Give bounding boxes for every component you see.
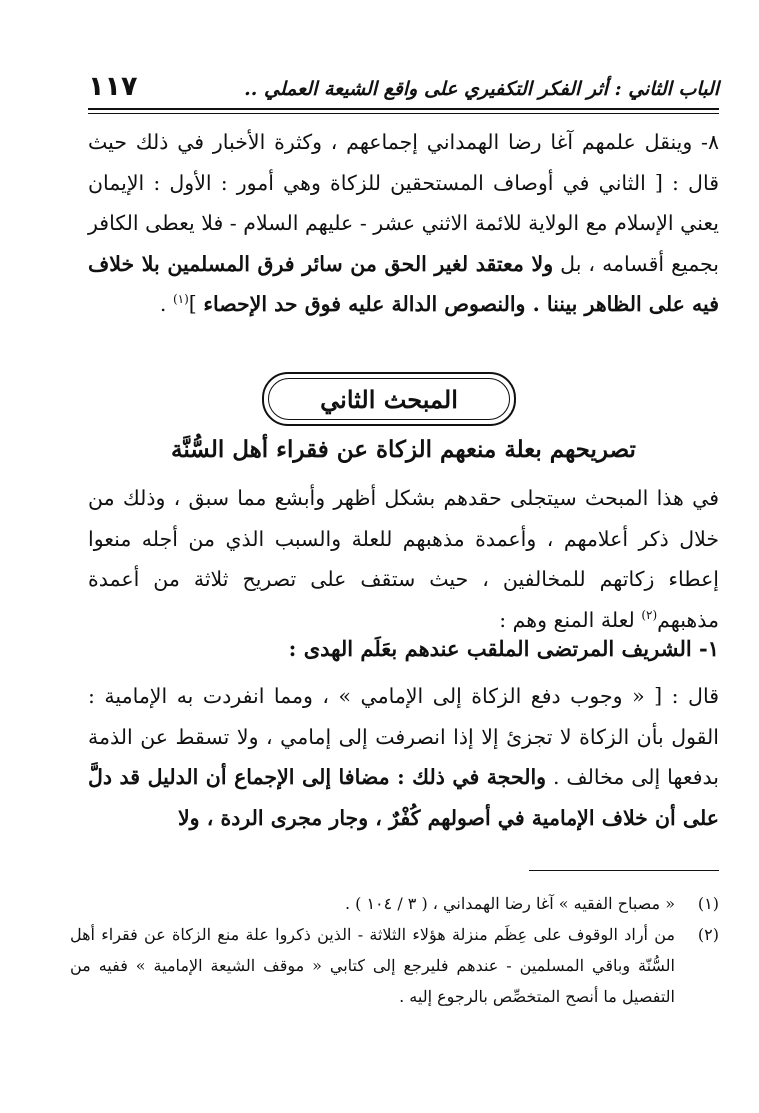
running-title: الباب الثاني : أثر الفكر التكفيري على واقع الشيعة العملي .. <box>244 78 719 100</box>
paragraph-hamdani-quote <box>88 122 719 325</box>
footnotes <box>70 888 719 1012</box>
footnote-1 <box>70 888 719 919</box>
paragraph-intro-tail: لعلة المنع وهم : <box>499 607 642 632</box>
footnote-text: « مصباح الفقيه » آغا رضا الهمداني ، ( ٣ / ١٠٤ ) . <box>344 894 675 913</box>
paragraph-murtada-quote <box>88 676 719 838</box>
footnote-text: من أراد الوقوف على عِظَم منزلة هؤلاء الثلاثة - الذين ذكروا علة منع الزكاة عن فقراء أهل السُّنّة وباقي المسلمين - عندهم فليرجع إلى كتابي « موقف الشيعة الإمامية » ففيه من التفصيل ما أنصح المتخصِّص بالرجوع إليه . <box>70 925 675 1006</box>
item-heading-murtada: ١- الشريف المرتضى الملقب عندهم بعَلَم الهدى : <box>288 636 719 661</box>
paragraph-murtada-lead: قال : [ « وجوب دفع الزكاة إلى الإمامي » ، ومما انفردت به الإمامية : القول بأن الزكاة لا تجزئ إلا إذا انصرفت إلى إمامي ، ولا تسقط عن الذمة بدفعها إلى مخالف . <box>88 684 719 789</box>
page-header <box>88 58 719 106</box>
section-title-box <box>262 372 516 426</box>
header-rule <box>88 108 719 114</box>
footnote-number: (٢) <box>697 925 719 944</box>
footnote-ref-2[interactable]: (٢) <box>641 607 658 622</box>
page-number: ١١٧ <box>88 71 138 102</box>
paragraph-bold: ولا معتقد لغير الحق من سائر فرق المسلمين بلا خلاف فيه على الظاهر بيننا . والنصوص الدالة عليه فوق حد الإحصاء <box>88 251 719 316</box>
paragraph-lead: ٨- وينقل علمهم آغا رضا الهمداني إجماعهم ، وكثرة الأخبار في ذلك حيث قال : [ الثاني في أوصاف المستحقين للزكاة وهي أمور : الأول : الإيمان يعني الإسلام مع الولاية للائمة الاثني عشر - عليهم السلام - فلا يعطى الكافر بجميع أقسامه ، بل <box>88 130 719 276</box>
footnote-separator <box>529 870 719 871</box>
footnote-ref-1[interactable]: (١) <box>172 292 189 307</box>
paragraph-tail: . <box>159 292 173 316</box>
section-subtitle: تصريحهم بعلة منعهم الزكاة عن فقراء أهل السُّنَّة <box>171 436 636 463</box>
paragraph-murtada-bold: والحجة في ذلك : مضافا إلى الإجماع أن الدليل قد دلَّ على أن خلاف الإمامية في أصولهم كُفْرٌ ، وجار مجرى الردة ، ولا <box>88 765 719 830</box>
paragraph-intro <box>88 478 719 640</box>
footnote-number: (١) <box>697 894 719 913</box>
footnote-2 <box>70 919 719 1012</box>
closing-bracket: ] <box>188 292 204 316</box>
section-title: المبحث الثاني <box>320 384 458 414</box>
paragraph-intro-text: في هذا المبحث سيتجلى حقدهم بشكل أظهر وأبشع مما سبق ، وذلك من خلال ذكر أعلامهم ، وأعمدة مذهبهم للعلة والسبب الذي من أجله منعوا إعطاء زكاتهم للمخالفين ، حيث ستقف على تصريح ثلاثة من أعمدة مذهبهم <box>88 486 719 632</box>
